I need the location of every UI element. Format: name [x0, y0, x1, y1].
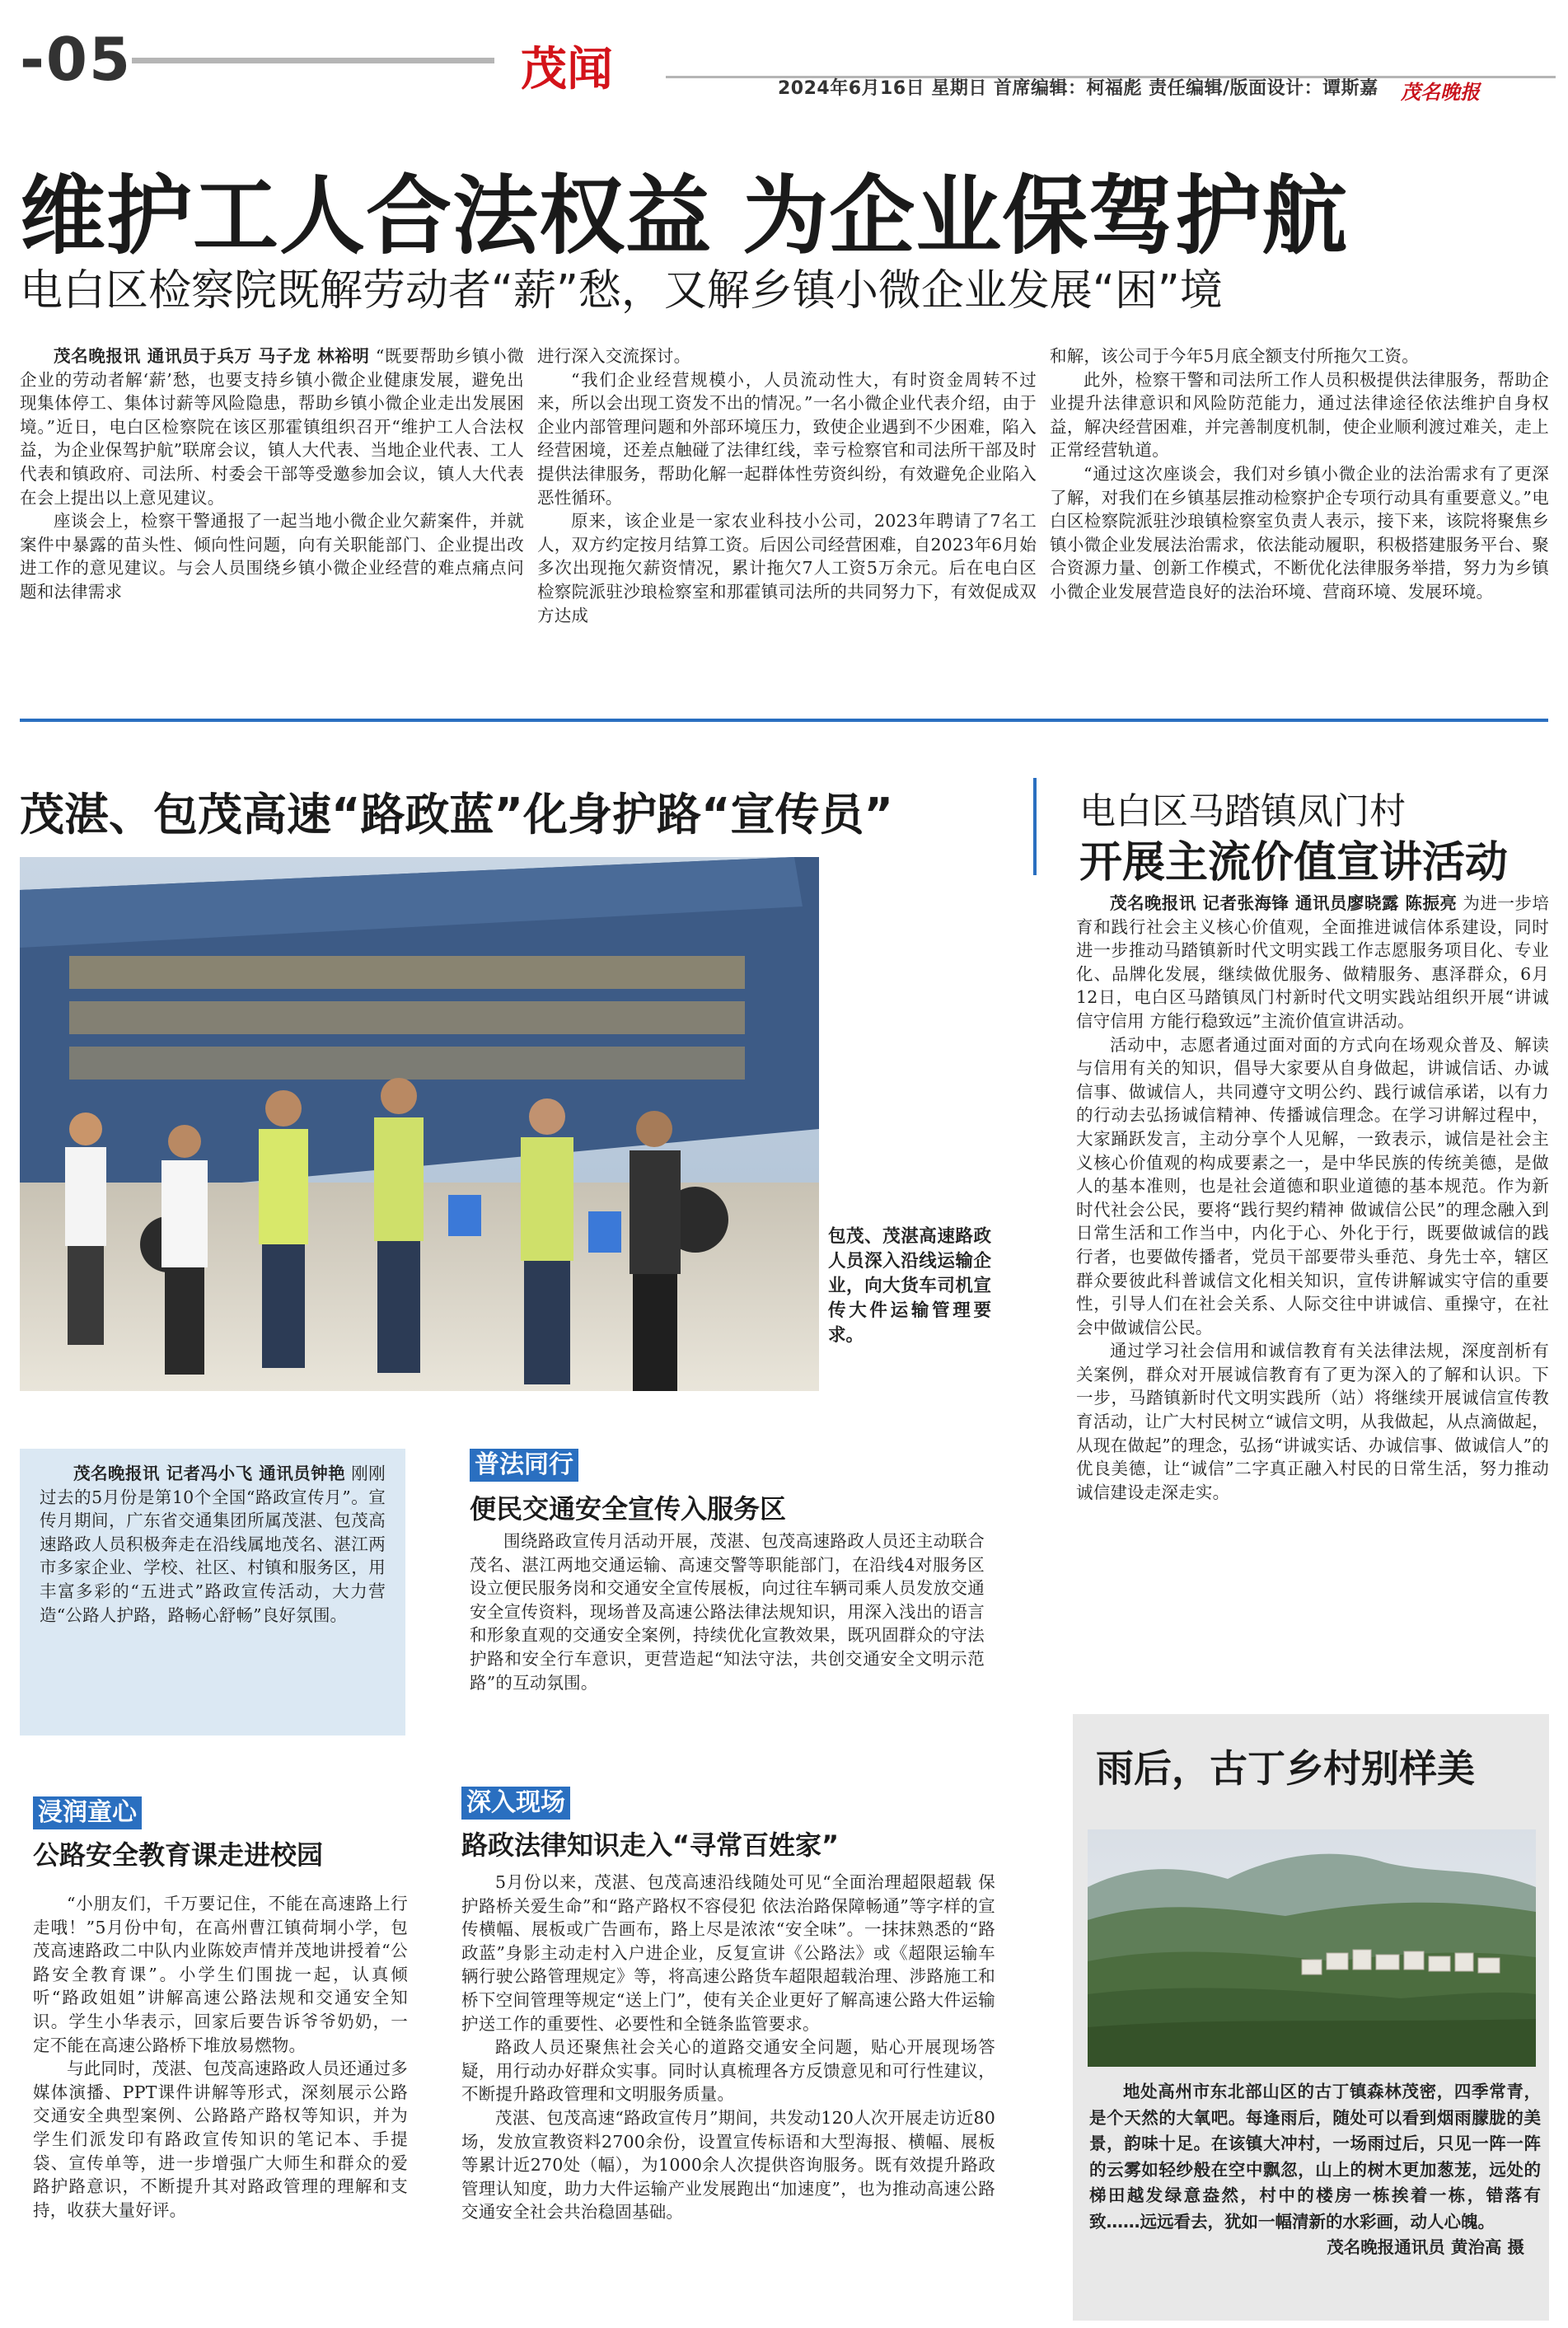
lead-column-3 [1050, 344, 1549, 604]
tag-label: 普法同行 [470, 1449, 578, 1482]
lead-paragraph: “我们企业经营规模小，人员流动性大，有时资金周转不过来，所以会出现工资发不出的情况。”一名小微企业代表介绍，由于企业内部管理问题和外部环境压力，致使企业遇到不少困难，陷入经营困境，还差点触碰了法律红线，幸亏检察官和司法所干部及时提供法律服务，帮助化解一起群体性劳资纠纷，有效避免企业陷入恶性循环。 [537, 369, 1037, 508]
subsection-title-1: 便民交通安全宣传入服务区 [470, 1493, 787, 1525]
masthead-logo: 茂名晚报 [1401, 80, 1480, 104]
subsection-paragraph: 与此同时，茂湛、包茂高速路政人员还通过多媒体演播、PPT课件讲解等形式，深刻展示公路交通安全典型案例、公路路产路权等知识，并为学生们派发印有路政宣传知识的笔记本、手提袋、宣传单等，进一步增强广大师生和群众的爱路护路意识，不断提升其对路政管理的理解和支持，收获大量好评。 [33, 2059, 408, 2220]
tag-label: 浸润童心 [33, 1796, 142, 1829]
subsection-title-3: 路政法律知识走入“寻常百姓家” [461, 1829, 840, 1861]
lead-paragraph: 原来，该企业是一家农业科技小公司，2023年聘请了7名工人，双方约定按月结算工资。后因公司经营困难，自2023年6月始多次出现拖欠薪资情况，累计拖欠7人工资5万余元。后在电白区检察院派驻沙琅检察室和那霍镇司法所的共同努力下，有效促成双方达成 [537, 511, 1037, 625]
subsection-body-1 [470, 1529, 985, 1694]
lead-byline: 茂名晚报讯 通讯员于兵万 马子龙 林裕明 [54, 346, 370, 366]
lead-paragraph: 座谈会上，检察干警通报了一起当地小微企业欠薪案件，并就案件中暴露的苗头性、倾向性问题，向有关职能部门、企业提出改进工作的意见建议。与会人员围绕乡镇小微企业经营的难点痛点问题和法律需求 [20, 511, 524, 602]
highway-photo [20, 857, 819, 1391]
lead-paragraph: “通过这次座谈会，我们对乡镇小微企业的法治需求有了更深了解，对我们在乡镇基层推动检察护企专项行动具有重要意义。”电白区检察院派驻沙琅镇检察室负责人表示，接下来，该院将聚焦乡镇小微企业发展法治需求，依法能动履职，积极搭建服务平台、聚合资源力量、创新工作模式，不断优化法律服务举措，努力为乡镇小微企业发展营造良好的法治环境、营商环境、发展环境。 [1050, 463, 1549, 602]
section-divider [20, 719, 1548, 722]
section-name: 茂闻 [521, 42, 613, 96]
subsection-tag-2 [33, 1796, 142, 1829]
subsection-body-2 [33, 1892, 408, 2222]
lead-headline: 维护工人合法权益 为企业保驾护航 [20, 166, 1349, 266]
village-byline: 茂名晚报讯 记者张海锋 通讯员廖晓露 陈振亮 [1110, 893, 1458, 913]
village-body [1076, 892, 1549, 1504]
highway-photo-caption: 包茂、茂湛高速路政人员深入沿线运输企业，向大货车司机宣传大件运输管理要求。 [828, 1226, 991, 1346]
highway-headline: 茂湛、包茂高速“路政蓝”化身护路“宣传员” [20, 789, 893, 841]
village-kicker: 电白区马踏镇凤门村 [1079, 790, 1406, 832]
subsection-paragraph: 围绕路政宣传月活动开展，茂湛、包茂高速路政人员还主动联合茂名、湛江两地交通运输、高速交警等职能部门，在沿线4对服务区设立便民服务岗和交通安全宣传展板，向过往车辆司乘人员发放交通安全宣传资料，现场普及高速公路法律法规知识，用深入浅出的语言和形象直观的交通安全案例，持续优化宣教效果，既巩固群众的守法护路和安全行车意识，更营造起“知法守法，共创交通安全文明示范路”的互动氛围。 [470, 1531, 985, 1693]
subsection-paragraph: “小朋友们，千万要记住，不能在高速路上行走哦！”5月份中旬，在高州曹江镇荷垌小学，包茂高速路政二中队内业陈姣声情并茂地讲授着“公路安全教育课”。小学生们围拢一起，认真倾听“路政姐姐”讲解高速公路法规和交通安全知识。学生小华表示，回家后要告诉爷爷奶奶，一定不能在高速公路桥下堆放易燃物。 [33, 1894, 408, 2055]
lead-paragraph: “既要帮助乡镇小微企业的劳动者解‘薪’愁，也要支持乡镇小微企业健康发展，避免出现集体停工、集体讨薪等风险隐患，帮助乡镇小微企业走出发展困境。”近日，电白区检察院在该区那霍镇组织召开“维护工人合法权益，为企业保驾护航”联席会议，镇人大代表、当地企业代表、工人代表和镇政府、司法所、村委会干部等受邀参加会议，镇人大代表在会上提出以上意见建议。 [20, 346, 524, 508]
subsection-paragraph: 5月份以来，茂湛、包茂高速沿线随处可见“全面治理超限超载 保护路桥关爱生命”和“路产路权不容侵犯 依法治路保障畅通”等字样的宣传横幅、展板或广告画布，路上尽是浓浓“安全味”。一抹抹熟悉的“路政蓝”身影主动走村入户进企业，反复宣讲《公路法》或《超限运输车辆行驶公路管理规定》等，将高速公路货车超限超载治理、涉路施工和桥下空间管理等规定“送上门”，使有关企业更好了解高速公路大件运输护送工作的重要性、必要性和全链条监管要求。 [461, 1872, 995, 2034]
subsection-paragraph: 茂湛、包茂高速“路政宣传月”期间，共发动120人次开展走访近80场，发放宣教资料2700余份，设置宣传标语和大型海报、横幅、展板等累计近270处（幅），为1000余人次提供咨询服务。既有效提升路政管理认知度，助力大件运输产业发展跑出“加速度”，也为推动高速公路交通安全社会共治稳固基础。 [461, 2107, 995, 2223]
subsection-tag-3 [461, 1787, 570, 1820]
column-accent-bar [1033, 778, 1037, 875]
subsection-body-3 [461, 1871, 995, 2224]
village-headline: 开展主流价值宣讲活动 [1079, 838, 1509, 888]
village-landscape-photo [1088, 1829, 1536, 2067]
lead-paragraph: 进行深入交流探讨。 [537, 346, 691, 366]
header-rule [132, 58, 494, 63]
tag-label: 深入现场 [461, 1787, 570, 1820]
photo-news-title: 雨后，古丁乡村别样美 [1096, 1746, 1475, 1791]
village-paragraph: 为进一步培育和践行社会主义核心价值观，全面推进诚信体系建设，同时进一步推动马踏镇新时代文明实践工作志愿服务项目化、专业化、品牌化发展，继续做优服务、做精服务、惠泽群众，6月12日，电白区马踏镇凤门村新时代文明实践站组织开展“讲诚信守信用 方能行稳致远”主流价值宣讲活动。 [1076, 893, 1550, 1031]
highway-intro-text: 刚刚过去的5月份是第10个全国“路政宣传月”。宣传月期间，广东省交通集团所属茂湛、包茂高速路政人员积极奔走在沿线属地茂名、湛江两市多家企业、学校、社区、村镇和服务区，用丰富多彩的“五进式”路政宣传活动，大力营造“公路人护路，路畅心舒畅”良好氛围。 [40, 1464, 386, 1625]
lead-column-2 [537, 344, 1037, 627]
lead-paragraph: 此外，检察干警和司法所工作人员积极提供法律服务，帮助企业提升法律意识和风险防范能力，通过法律途径依法维护自身权益，解决经营困难，并完善制度机制，使企业顺利渡过难关，走上正常经营轨道。 [1050, 369, 1549, 461]
subsection-tag-1 [470, 1449, 578, 1482]
village-paragraph: 通过学习社会信用和诚信教育有关法律法规，深度剖析有关案例，群众对开展诚信教育有了更为深入的了解和认识。下一步，马踏镇新时代文明实践所（站）将继续开展诚信宣传教育活动，让广大村民树立“诚信文明，从我做起，从点滴做起，从现在做起”的理念，弘扬“讲诚实话、办诚信事、做诚信人”的优良美德，让“诚信”二字真正融入村民的日常生活，努力推动诚信建设走深走实。 [1076, 1341, 1549, 1502]
issue-info: 2024年6月16日 星期日 首席编辑：柯福彪 责任编辑/版面设计：谭斯嘉 [778, 78, 1378, 99]
village-paragraph: 活动中，志愿者通过面对面的方式向在场观众普及、解读与信用有关的知识，倡导大家要从自身做起，讲诚信话、办诚信事、做诚信人，共同遵守文明公约、践行诚信承诺，以有力的行动去弘扬诚信精神、传播诚信理念。在学习讲解过程中，大家踊跃发言，主动分享个人见解，一致表示，诚信是社会主义核心价值观的构成要素之一，是中华民族的传统美德，是做人的基本准则，也是社会道德和职业道德的基本规范。作为新时代社会公民，要将“践行契约精神 做诚信公民”的理念融入到日常生活和工作当中，内化于心、外化于行，既要做诚信的践行者，也要做传播者，党员干部要带头垂范、身先士卒，辖区群众要彼此科普诚信文化相关知识，宣传讲解诚实守信的重要性，引导人们在社会关系、人际交往中讲诚信、重操守，在社会中做诚信公民。 [1076, 1034, 1549, 1337]
photo-news-caption [1089, 2079, 1541, 2261]
lead-column-1 [20, 344, 524, 604]
photo-news-text: 地处高州市东北部山区的古丁镇森林茂密，四季常青，是个天然的大氧吧。每逢雨后，随处可以看到烟雨朦胧的美景，韵味十足。在该镇大冲村，一场雨过后，只见一阵一阵的云雾如轻纱般在空中飘忽，山上的树木更加葱茏，远处的梯田越发绿意盎然，村中的楼房一栋挨着一栋，错落有致……远远看去，犹如一幅清新的水彩画，动人心魄。 [1089, 2082, 1541, 2232]
photo-credit: 茂名晚报通讯员 黄治高 摄 [1327, 2237, 1524, 2257]
lead-subheadline: 电白区检察院既解劳动者“薪”愁，又解乡镇小微企业发展“困”境 [20, 266, 1223, 316]
page-number: -05 [20, 25, 133, 94]
subsection-title-2: 公路安全教育课走进校园 [33, 1839, 324, 1871]
lead-paragraph: 和解，该公司于今年5月底全额支付所拖欠工资。 [1050, 346, 1419, 366]
highway-intro [40, 1462, 386, 1627]
subsection-paragraph: 路政人员还聚焦社会关心的道路交通安全问题，贴心开展现场答疑，用行动办好群众实事。同时认真梳理各方反馈意见和可行性建议，不断提升路政管理和文明服务质量。 [461, 2037, 995, 2105]
highway-byline: 茂名晚报讯 记者冯小飞 通讯员钟艳 [73, 1464, 346, 1483]
